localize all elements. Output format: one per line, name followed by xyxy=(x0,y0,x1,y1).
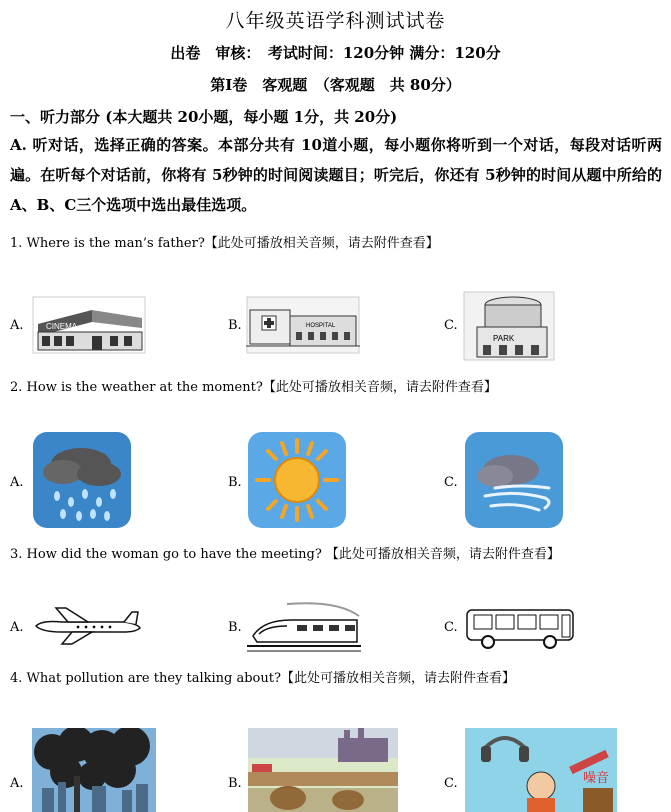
sign-text: HOSPITAL xyxy=(306,323,336,329)
question-3: 3. How did the woman go to have the meeting? 【此处可播放相关音频，请去附件查看】 xyxy=(10,547,560,562)
train-icon xyxy=(247,598,361,654)
cinema-icon xyxy=(32,296,146,354)
air-pollution-icon xyxy=(32,728,156,812)
noise-pollution-icon xyxy=(465,728,617,812)
option-label: A. xyxy=(10,620,24,635)
sign-text: PARK xyxy=(493,334,515,343)
sun-icon xyxy=(248,432,346,528)
hospital-icon xyxy=(246,296,360,354)
bus-icon xyxy=(464,606,576,650)
option-label: C. xyxy=(444,475,458,490)
noise-sign-text: 噪音 xyxy=(583,771,610,786)
option-label: B. xyxy=(228,475,242,490)
page-title: 八年级英语学科测试试卷 xyxy=(225,10,446,32)
option-label: A. xyxy=(10,318,24,333)
plane-icon xyxy=(32,606,144,646)
exam-info: 出卷 审核： 考试时间：120分钟 满分：120分 xyxy=(170,44,501,62)
section-heading: 一、听力部分 (本大题共 20小题，每小题 1分，共 20分) xyxy=(10,108,398,126)
option-label: B. xyxy=(228,776,242,791)
rain-icon xyxy=(33,432,131,528)
instruction-text: A. 听对话，选择正确的答案。本部分共有 10道小题，每小题你将听到一个对话，每段对话听两遍。在听每个对话前，你将有 5秒钟的时间阅读题目；听完后，你还有 5秒钟的时间从题中所给的 A、B、C三个选项中选出最佳选项。 xyxy=(10,136,662,214)
option-label: C. xyxy=(444,776,458,791)
option-label: B. xyxy=(228,620,242,635)
sign-text: CINEMA xyxy=(46,322,78,331)
water-pollution-icon xyxy=(248,728,398,812)
option-label: A. xyxy=(10,776,24,791)
park-icon xyxy=(463,291,555,361)
part-title: 第Ⅰ卷 客观题 （客观题 共 80分） xyxy=(210,76,461,94)
option-label: C. xyxy=(444,318,458,333)
option-label: A. xyxy=(10,475,24,490)
question-4: 4. What pollution are they talking about?【此处可播放相关音频，请去附件查看】 xyxy=(10,671,515,686)
question-1: 1. Where is the man’s father?【此处可播放相关音频，请去附件查看】 xyxy=(10,236,439,251)
option-label: C. xyxy=(444,620,458,635)
option-label: B. xyxy=(228,318,242,333)
question-2: 2. How is the weather at the moment?【此处可播放相关音频，请去附件查看】 xyxy=(10,380,497,395)
wind-icon xyxy=(465,432,563,528)
